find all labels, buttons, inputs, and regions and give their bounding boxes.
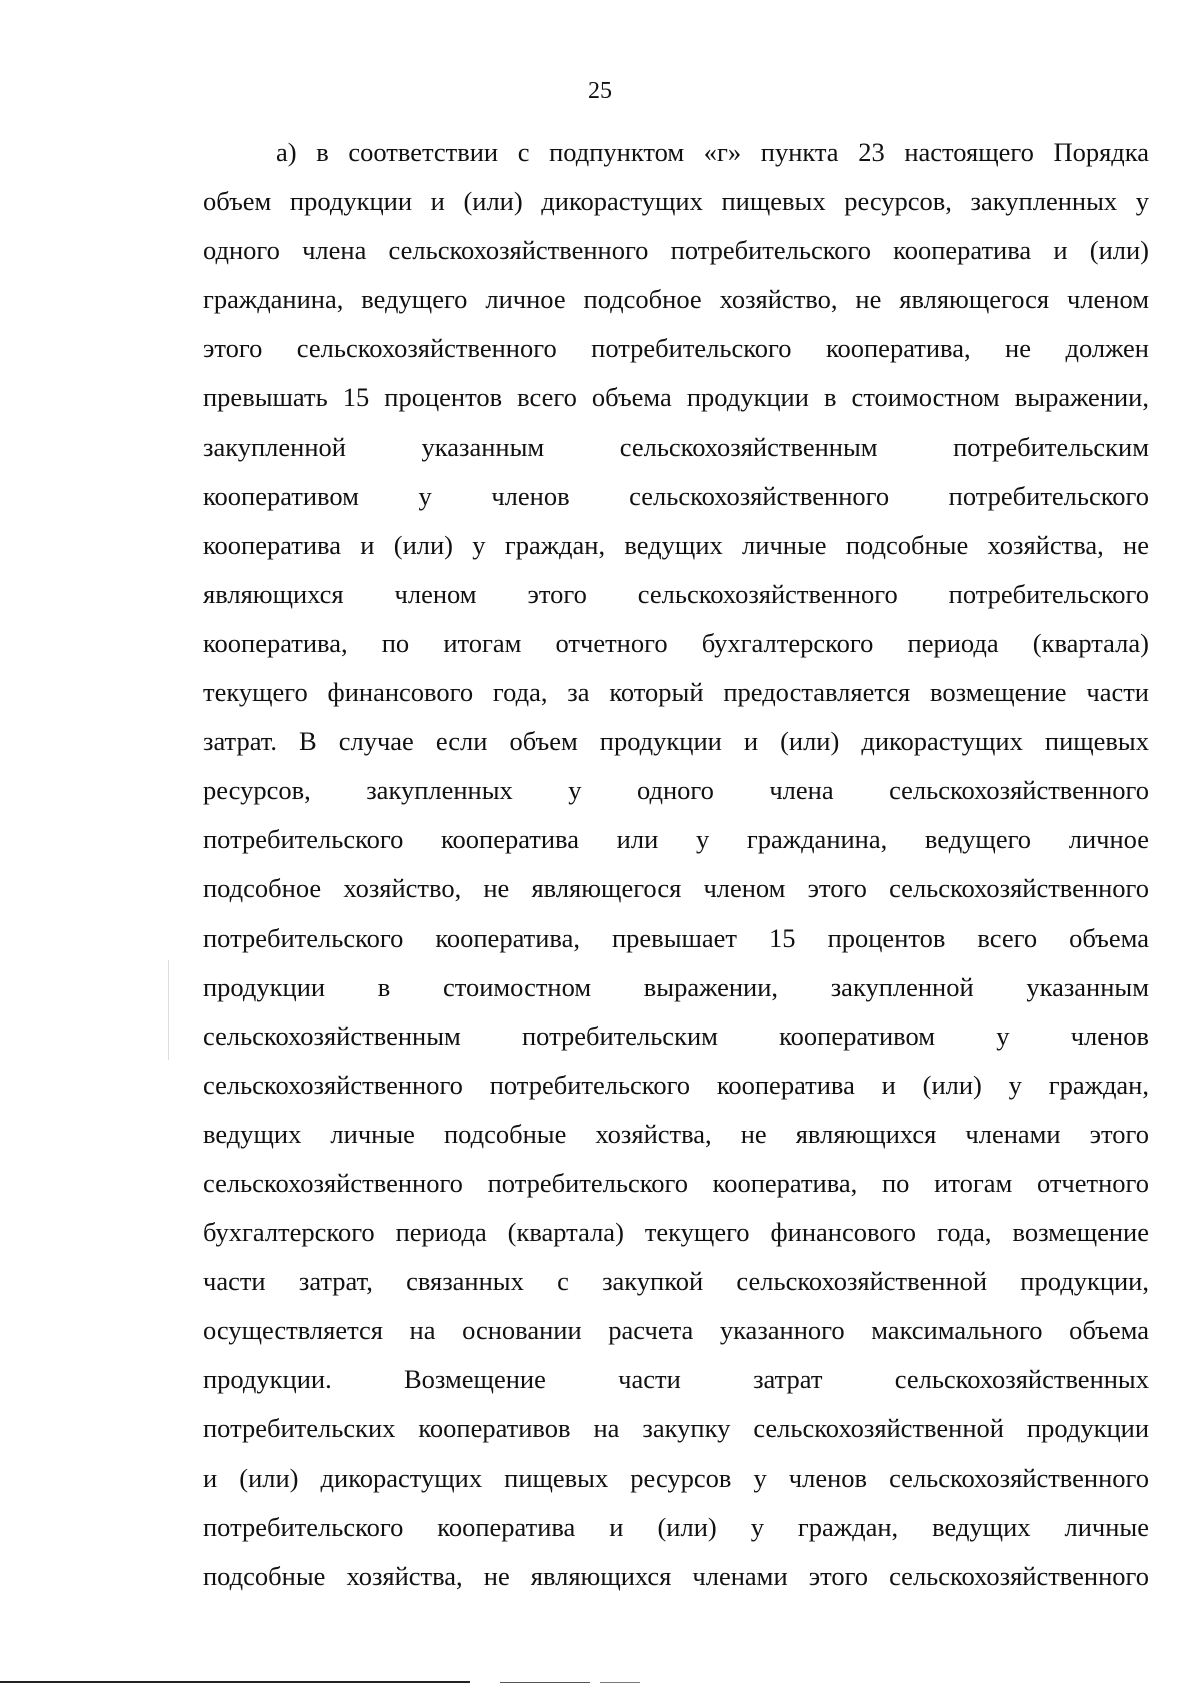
text-line: кооператива, по итогам отчетного бухгалтерского периода (квартала) [203, 627, 1149, 658]
scan-edge-line [500, 1682, 590, 1683]
text-line: этого сельскохозяйственного потребительского кооператива, не должен [203, 333, 1149, 364]
text-line: и (или) дикорастущих пищевых ресурсов у членов сельскохозяйственного [203, 1462, 1149, 1493]
text-line: бухгалтерского периода (квартала) текущего финансового года, возмещение [203, 1217, 1149, 1248]
text-line: гражданина, ведущего личное подсобное хозяйство, не являющегося членом [203, 284, 1149, 315]
text-line: затрат. В случае если объем продукции и (или) дикорастущих пищевых [203, 726, 1149, 757]
text-line: кооперативом у членов сельскохозяйственного потребительского [203, 480, 1149, 511]
text-line: ресурсов, закупленных у одного члена сельскохозяйственного [203, 775, 1149, 806]
text-line: продукции. Возмещение части затрат сельскохозяйственных [203, 1364, 1149, 1395]
body-paragraph [203, 128, 1149, 1601]
scan-edge-line [600, 1682, 640, 1683]
text-line: а) в соответствии с подпунктом «г» пункта 23 настоящего Порядка [276, 137, 1149, 167]
text-line: потребительского кооператива или у гражданина, ведущего личное [203, 824, 1149, 855]
text-line: являющихся членом этого сельскохозяйственного потребительского [203, 578, 1149, 609]
text-line: одного члена сельскохозяйственного потребительского кооператива и (или) [203, 235, 1149, 266]
text-line: потребительских кооперативов на закупку сельскохозяйственной продукции [203, 1413, 1149, 1444]
text-line: части затрат, связанных с закупкой сельскохозяйственной продукции, [203, 1266, 1149, 1297]
scan-edge-line [0, 1681, 470, 1683]
text-line: продукции в стоимостном выражении, закупленной указанным [203, 971, 1149, 1002]
scan-margin-mark [168, 960, 169, 1060]
text-line: ведущих личные подсобные хозяйства, не являющихся членами этого [203, 1118, 1149, 1149]
text-line: сельскохозяйственного потребительского кооператива и (или) у граждан, [203, 1069, 1149, 1100]
text-line: закупленной указанным сельскохозяйственным потребительским [203, 431, 1149, 462]
text-line: текущего финансового года, за который предоставляется возмещение части [203, 677, 1149, 708]
text-line: подсобные хозяйства, не являющихся членами этого сельскохозяйственного [203, 1560, 1149, 1591]
text-line: потребительского кооператива и (или) у граждан, ведущих личные [203, 1511, 1149, 1542]
text-line: сельскохозяйственным потребительским кооперативом у членов [203, 1020, 1149, 1051]
page-number: 25 [588, 78, 612, 104]
text-line: превышать 15 процентов всего объема продукции в стоимостном выражении, [203, 382, 1149, 413]
text-line: кооператива и (или) у граждан, ведущих личные подсобные хозяйства, не [203, 529, 1149, 560]
text-line: подсобное хозяйство, не являющегося членом этого сельскохозяйственного [203, 873, 1149, 904]
text-line: потребительского кооператива, превышает 15 процентов всего объема [203, 922, 1149, 953]
text-line: объем продукции и (или) дикорастущих пищевых ресурсов, закупленных у [203, 186, 1149, 217]
text-line: осуществляется на основании расчета указанного максимального объема [203, 1315, 1149, 1346]
text-line: сельскохозяйственного потребительского кооператива, по итогам отчетного [203, 1167, 1149, 1198]
